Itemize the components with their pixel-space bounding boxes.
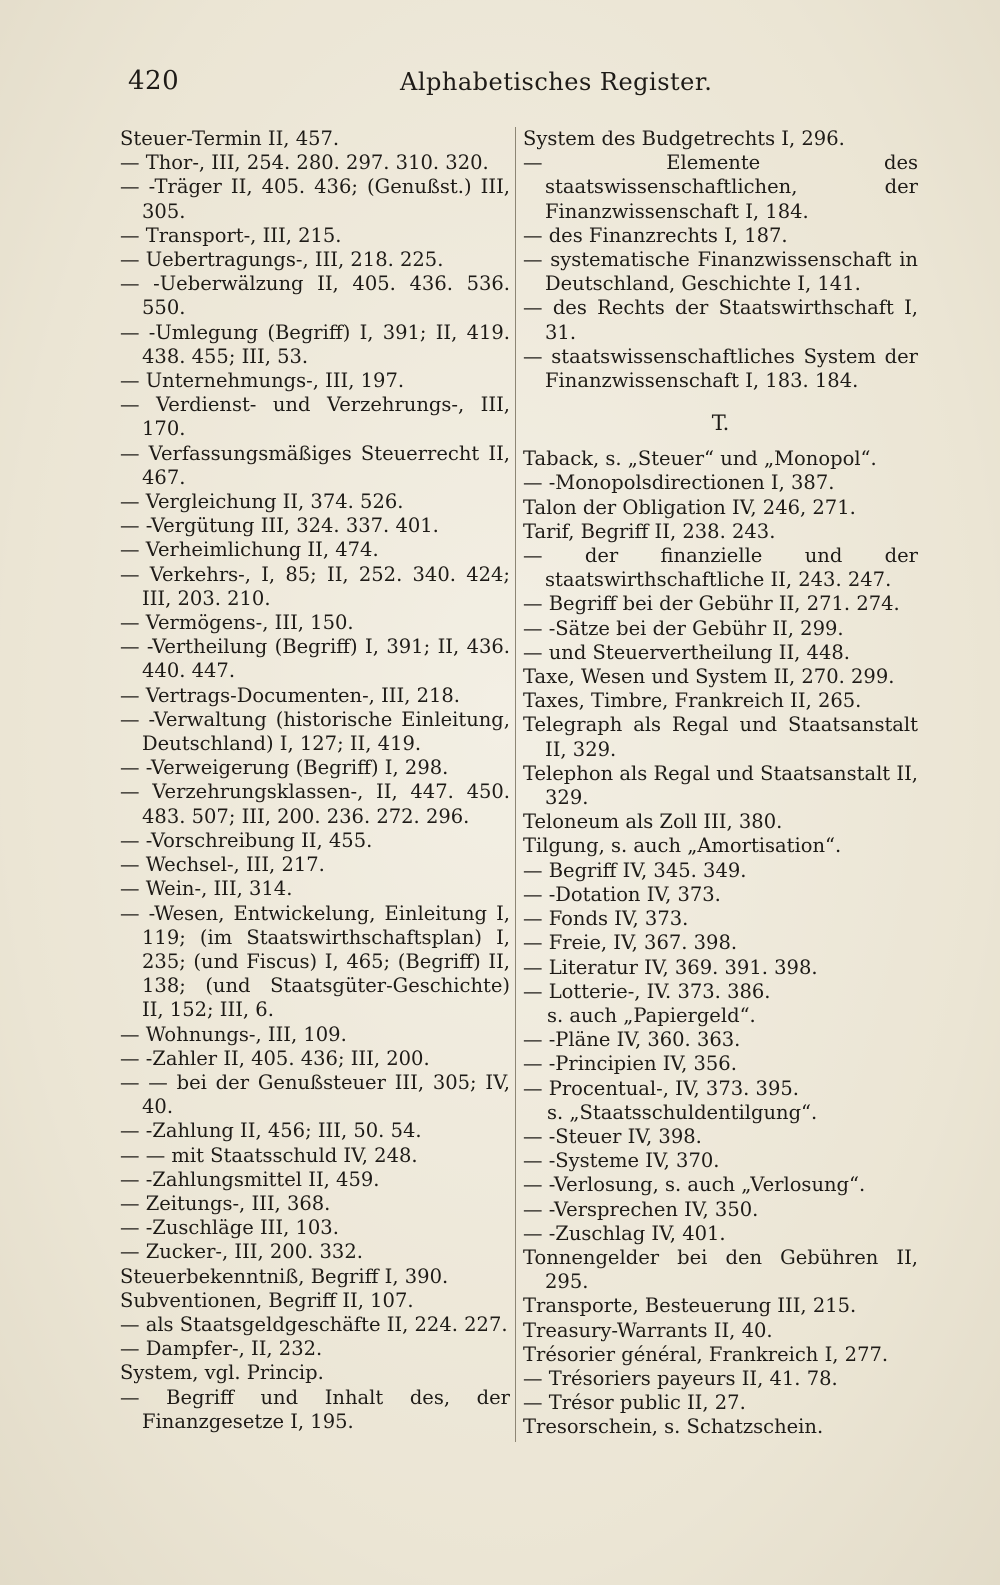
- index-entry: — -Träger II, 405. 436; (Genußst.) III, 305.: [120, 175, 510, 223]
- index-entry: — -Zuschläge III, 103.: [120, 1216, 339, 1240]
- index-entry: — -Ueberwälzung II, 405. 436. 536. 550.: [120, 272, 510, 320]
- index-entry: — Procentual-, IV, 373. 395.: [523, 1076, 799, 1100]
- index-entry: — Vergleichung II, 374. 526.: [120, 490, 404, 514]
- section-letter-heading: T.: [711, 411, 730, 436]
- index-entry: — der finanzielle und der staatswirthschaftliche II, 243. 247.: [523, 544, 918, 592]
- index-entry: — Freie, IV, 367. 398.: [523, 931, 738, 955]
- index-entry: — Vertrags-Documenten-, III, 218.: [120, 683, 461, 707]
- index-entry: — Zeitungs-, III, 368.: [120, 1191, 331, 1215]
- index-entry: — -Versprechen IV, 350.: [523, 1197, 759, 1221]
- column-divider: [515, 127, 516, 1442]
- running-head: [128, 66, 928, 106]
- index-entry: Taxe, Wesen und System II, 270. 299.: [523, 665, 895, 689]
- index-entries-s-continued: [523, 127, 918, 393]
- index-entry: — -Zahlungsmittel II, 459.: [120, 1167, 380, 1191]
- index-entry: Steuerbekenntniß, Begriff I, 390.: [120, 1264, 449, 1288]
- index-entry: Steuer-Termin II, 457.: [120, 127, 340, 150]
- index-entry: — -Verweigerung (Begriff) I, 298.: [120, 756, 449, 780]
- index-entry: Tilgung, s. auch „Amortisation“.: [523, 834, 842, 858]
- index-entry: s. „Staatsschuldentilgung“.: [547, 1100, 818, 1124]
- index-entry: — -Umlegung (Begriff) I, 391; II, 419. 438. 455; III, 53.: [120, 320, 510, 368]
- index-entry: System des Budgetrechts I, 296.: [523, 127, 845, 150]
- index-entries-t: [523, 447, 918, 1439]
- index-entry: — -Wesen, Entwickelung, Einleitung I, 119; (im Staatswirthschaftsplan) I, 235; (und Fiscus) I, 465; (Begriff) II, 138; (und Staatsgüter-Geschichte) II, 152; III, 6.: [120, 901, 510, 1022]
- index-entry: — Verzehrungsklassen-, II, 447. 450. 483. 507; III, 200. 236. 272. 296.: [120, 780, 510, 828]
- index-entry: Tarif, Begriff II, 238. 243.: [523, 519, 776, 543]
- index-entry: — -Zahlung II, 456; III, 50. 54.: [120, 1119, 422, 1143]
- index-entry: — -Vorschreibung II, 455.: [120, 828, 373, 852]
- index-entry: — des Finanzrechts I, 187.: [523, 223, 788, 247]
- index-entry: — und Steuervertheilung II, 448.: [523, 640, 850, 664]
- index-entry: — Dampfer-, II, 232.: [120, 1337, 323, 1361]
- index-entry: — -Pläne IV, 360. 363.: [523, 1028, 741, 1052]
- index-entry: System, vgl. Princip.: [120, 1361, 324, 1385]
- index-entry: — Trésor public II, 27.: [523, 1391, 746, 1415]
- page-number: 420: [128, 66, 180, 96]
- index-entry: — -Steuer IV, 398.: [523, 1124, 702, 1148]
- index-entry: — -Monopolsdirectionen I, 387.: [523, 471, 835, 495]
- index-column-right: [523, 127, 918, 1440]
- index-entry: Transporte, Besteuerung III, 215.: [523, 1294, 857, 1318]
- index-entry: Trésorier général, Frankreich I, 277.: [523, 1342, 889, 1366]
- index-entry: — Trésoriers payeurs II, 41. 78.: [523, 1366, 838, 1390]
- index-entry: — -Zuschlag IV, 401.: [523, 1221, 726, 1245]
- index-entry: — Lotterie-, IV. 373. 386.: [523, 979, 771, 1003]
- index-entry: Telephon als Regal und Staatsanstalt II, 329.: [523, 761, 918, 810]
- index-entry: Telegraph als Regal und Staatsanstalt II, 329.: [523, 713, 918, 761]
- index-entry: — Verheimlichung II, 474.: [120, 538, 379, 562]
- index-entry: Teloneum als Zoll III, 380.: [523, 810, 783, 834]
- index-entry: Tresorschein, s. Schatzschein.: [523, 1415, 824, 1439]
- index-column-left: [120, 127, 510, 1434]
- running-title: Alphabetisches Register.: [400, 68, 713, 96]
- index-entry: — Literatur IV, 369. 391. 398.: [523, 955, 818, 979]
- index-entry: — -Vergütung III, 324. 337. 401.: [120, 514, 439, 538]
- index-entry: — — bei der Genußsteuer III, 305; IV, 40.: [120, 1070, 510, 1119]
- index-entry: — Begriff bei der Gebühr II, 271. 274.: [523, 592, 900, 616]
- index-entry: — -Systeme IV, 370.: [523, 1149, 720, 1173]
- index-entry: — Begriff IV, 345. 349.: [523, 858, 747, 882]
- index-entry: — -Vertheilung (Begriff) I, 391; II, 436. 440. 447.: [120, 635, 510, 683]
- index-entry: — Verkehrs-, I, 85; II, 252. 340. 424; III, 203. 210.: [120, 562, 510, 610]
- index-entry: — Verdienst- und Verzehrungs-, III, 170.: [120, 393, 510, 441]
- index-entry: — — mit Staatsschuld IV, 248.: [120, 1143, 418, 1167]
- index-entry: — Vermögens-, III, 150.: [120, 611, 354, 635]
- index-entry: — Zucker-, III, 200. 332.: [120, 1240, 363, 1264]
- index-entry: Taxes, Timbre, Frankreich II, 265.: [523, 689, 862, 713]
- index-entry: s. auch „Papiergeld“.: [547, 1003, 756, 1027]
- index-entry: — -Principien IV, 356.: [523, 1052, 737, 1076]
- index-entry: — Transport-, III, 215.: [120, 223, 342, 247]
- index-entry: — Wechsel-, III, 217.: [120, 853, 325, 877]
- index-entry: Talon der Obligation IV, 246, 271.: [523, 495, 856, 519]
- index-entry: Taback, s. „Steuer“ und „Monopol“.: [523, 447, 877, 471]
- index-entry: — des Rechts der Staatswirthschaft I, 31.: [523, 296, 918, 344]
- index-entry: — -Dotation IV, 373.: [523, 882, 721, 906]
- index-entry: — staatswissenschaftliches System der Finanzwissenschaft I, 183. 184.: [523, 344, 918, 393]
- index-entry: — -Zahler II, 405. 436; III, 200.: [120, 1046, 430, 1070]
- index-entry: — -Verlosung, s. auch „Verlosung“.: [523, 1173, 866, 1197]
- index-entry: Tonnengelder bei den Gebühren II, 295.: [523, 1245, 918, 1294]
- index-entry: — Fonds IV, 373.: [523, 907, 689, 931]
- index-entry: — Elemente des staatswissenschaftlichen, der Finanzwissenschaft I, 184.: [523, 151, 918, 223]
- index-entry: — Wohnungs-, III, 109.: [120, 1022, 347, 1046]
- index-entry: — -Sätze bei der Gebühr II, 299.: [523, 616, 844, 640]
- index-entry: — Uebertragungs-, III, 218. 225.: [120, 248, 444, 272]
- index-entry: — Unternehmungs-, III, 197.: [120, 369, 405, 393]
- index-entry: — systematische Finanzwissenschaft in Deutschland, Geschichte I, 141.: [523, 248, 918, 296]
- index-entry: — -Verwaltung (historische Einleitung, Deutschland) I, 127; II, 419.: [120, 707, 510, 756]
- index-entry: Subventionen, Begriff II, 107.: [120, 1288, 414, 1312]
- index-entry: — Thor-, III, 254. 280. 297. 310. 320.: [120, 151, 489, 175]
- index-entry: — Wein-, III, 314.: [120, 877, 293, 901]
- index-entry: — Begriff und Inhalt des, der Finanzgesetze I, 195.: [120, 1385, 510, 1433]
- index-entry: — Verfassungsmäßiges Steuerrecht II, 467.: [120, 441, 510, 489]
- index-entry: Treasury-Warrants II, 40.: [523, 1318, 773, 1342]
- index-entry: — als Staatsgeldgeschäfte II, 224. 227.: [120, 1312, 508, 1336]
